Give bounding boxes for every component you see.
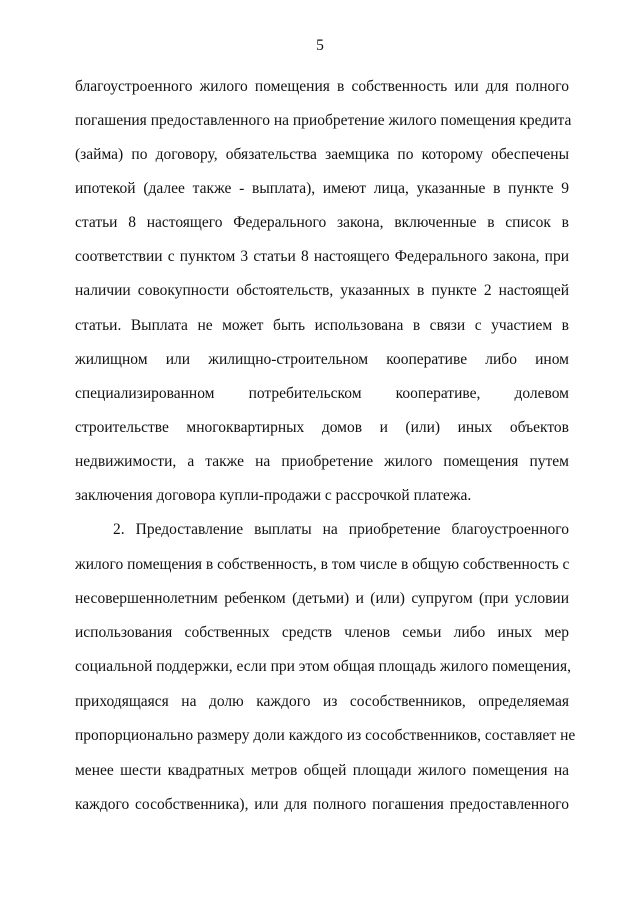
text-line: недвижимости, а также на приобретение жилого помещения путем: [75, 453, 569, 470]
text-line: жилищном или жилищно-строительном кооперативе либо ином: [75, 351, 569, 368]
text-line: благоустроенного жилого помещения в собственность или для полного: [75, 78, 569, 95]
text-line: погашения предоставленного на приобретение жилого помещения кредита: [75, 112, 572, 129]
text-line: специализированном потребительском кооперативе, долевом: [75, 385, 569, 402]
page-number: 5: [316, 37, 324, 54]
text-line: статьи 8 настоящего Федерального закона, включенные в список в: [75, 214, 569, 231]
text-line: использования собственных средств членов семьи либо иных мер: [75, 624, 569, 641]
text-line: статьи. Выплата не может быть использована в связи с участием в: [75, 317, 569, 334]
text-line: (займа) по договору, обязательства заемщика по которому обеспечены: [75, 146, 569, 163]
text-line: несовершеннолетним ребенком (детьми) и (или) супругом (при условии: [75, 590, 569, 607]
text-line: каждого сособственника), или для полного погашения предоставленного: [75, 796, 569, 813]
text-line: менее шести квадратных метров общей площади жилого помещения на: [75, 762, 569, 779]
text-line: жилого помещения в собственность, в том числе в общую собственность с: [75, 556, 570, 573]
text-line: социальной поддержки, если при этом общая площадь жилого помещения,: [75, 658, 571, 675]
text-line: ипотекой (далее также - выплата), имеют лица, указанные в пункте 9: [75, 180, 569, 197]
text-line: соответствии с пунктом 3 статьи 8 настоящего Федерального закона, при: [75, 248, 569, 265]
text-line: строительстве многоквартирных домов и (или) иных объектов: [75, 419, 569, 436]
text-line: наличии совокупности обстоятельств, указанных в пункте 2 настоящей: [75, 282, 569, 299]
paragraph-2-first-line: 2. Предоставление выплаты на приобретение благоустроенного: [113, 521, 569, 538]
text-line: пропорционально размеру доли каждого из сособственников, составляет не: [75, 727, 576, 744]
text-line: заключения договора купли-продажи с рассрочкой платежа.: [75, 487, 472, 504]
text-line: приходящаяся на долю каждого из сособственников, определяемая: [75, 693, 569, 710]
